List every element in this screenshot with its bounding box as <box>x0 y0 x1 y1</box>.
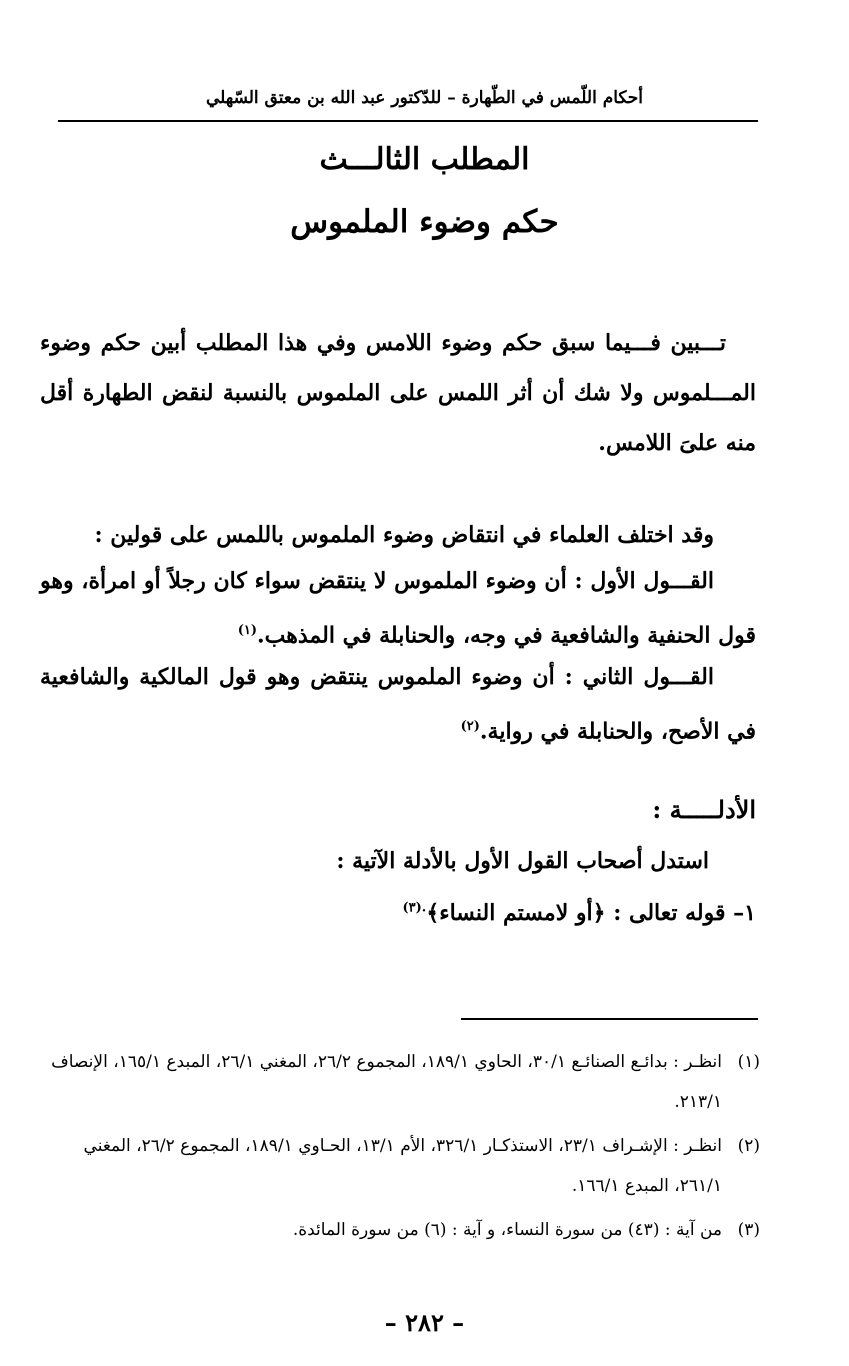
evidence-heading: الأدلـــــة : <box>652 795 756 824</box>
footnote-item <box>40 1126 760 1206</box>
evidence-item-1-prefix: ١– قوله تعالى : <box>613 900 756 926</box>
footnote-ref-2: (٢) <box>460 719 480 734</box>
first-opinion-text: القـــول الأول : أن وضوء الملموس لا ينتقض سواء كان رجلاً أو امرأة، وهو قول الحنفية والشافعية في وجه، والحنابلة في المذهب. <box>40 568 756 649</box>
body-paragraph-3 <box>40 556 756 660</box>
footnote-number: (٢) <box>737 1136 760 1156</box>
header-rule <box>58 120 758 122</box>
body-paragraph-1: تـــبين فـــيما سبق حكم وضوء اللامس وفي هذا المطلب أبين حكم وضوء المـــلموس ولا شك أن أثر اللمس على الملموس بالنسبة لنقض الطهارة أقل منه علىَ اللامس. <box>40 330 756 456</box>
running-header: أحكام اللّمس في الطّهارة – للدّكتور عبد الله بن معتق السّهلي <box>205 88 644 108</box>
footnote-separator <box>461 1018 758 1020</box>
section-title: المطلب الثالـــث <box>319 142 530 177</box>
footnote-number: (٣) <box>737 1220 760 1240</box>
quran-verse: ﴿أو لامستم النساء﴾ <box>426 900 606 926</box>
evidence-item-1 <box>403 900 757 926</box>
footnote-ref-1: (١) <box>237 623 257 638</box>
second-opinion-text: القـــول الثاني : أن وضوء الملموس ينتقض وهو قول المالكية والشافعية في الأصح، والحنابلة في رواية. <box>40 664 756 745</box>
body-paragraph-2: وقد اختلف العلماء في انتقاض وضوء الملموس باللمس على قولين : <box>94 522 714 548</box>
footnote-ref-3: .(٣) <box>402 900 427 916</box>
page-number: – ٢٨٢ – <box>384 1308 465 1337</box>
footnote-number: (١) <box>737 1052 760 1072</box>
footnote-text: انظـر : بدائـع الصنائـع ٣٠/١، الحاوي ١٨٩/١، المجموع ٢٦/٢، المغني ٢٦/١، المبدع ١٦٥/١، الإنصاف ٢١٣/١. <box>51 1052 722 1112</box>
footnote-text: انظـر : الإشـراف ٢٣/١، الاستذكـار ٣٢٦/١، الأم ١٣/١، الحـاوي ١٨٩/١، المجموع ٢٦/٢، المغني ٢٦١/١، المبدع ١٦٦/١. <box>83 1136 722 1196</box>
section-subtitle: حكم وضوء الملموس <box>290 204 559 240</box>
body-paragraph-4 <box>40 652 756 756</box>
footnote-item <box>40 1210 760 1250</box>
footnote-item <box>40 1042 760 1122</box>
evidence-intro: استدل أصحاب القول الأول بالأدلة الآتية : <box>336 848 709 874</box>
footnotes-list <box>40 1042 760 1254</box>
footnote-text: من آية : (٤٣) من سورة النساء، و آية : (٦) من سورة المائدة. <box>292 1220 722 1240</box>
